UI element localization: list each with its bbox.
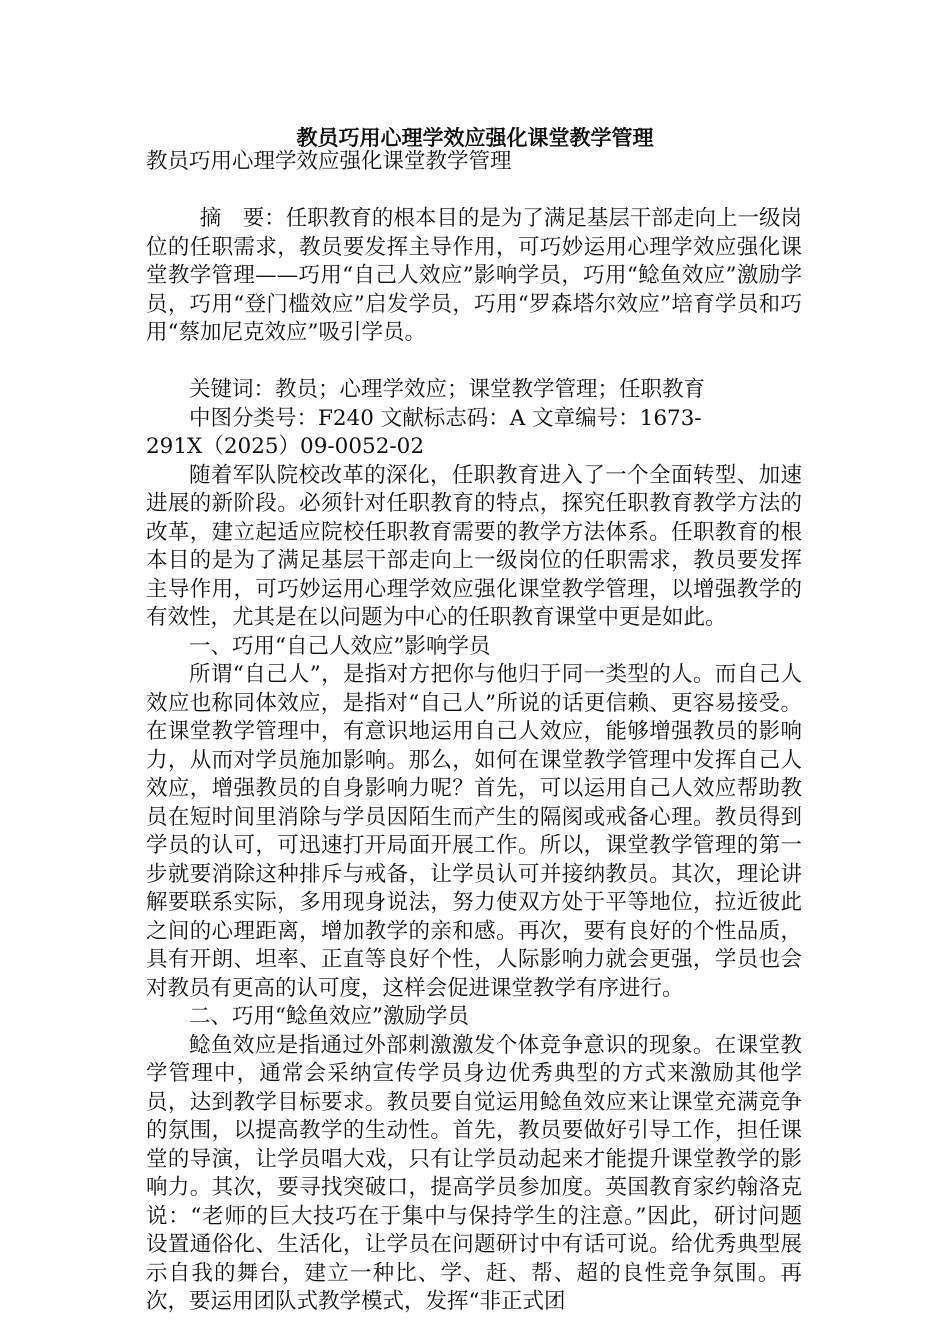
document-title: 教员巧用心理学效应强化课堂教学管理 [296,125,654,150]
section-heading-1: 一、巧用“自己人效应”影响学员 [189,633,491,659]
document-subtitle: 教员巧用心理学效应强化课堂教学管理 [146,149,512,174]
classification-line: 中图分类号：F240 文献标志码：A 文章编号：1673- [189,405,702,431]
abstract-paragraph: 摘 要：任职教育的根本目的是为了满足基层干部走向上一级岗位的任职需求，教员要发挥主导作用，可巧妙运用心理学效应强化课堂教学管理——巧用“自己人效应”影响学员，巧用“鲶鱼效应”激励学员，巧用“登门槛效应”启发学员，巧用“罗森塔尔效应”培育学员和巧用“蔡加尼克效应”吸引学员。 [146,206,803,345]
blank-line [146,177,802,206]
keywords-line: 关键词：教员；心理学效应；课堂教学管理；任职教育 [189,377,706,402]
intro-paragraph: 随着军队院校改革的深化，任职教育进入了一个全面转型、加速进展的新阶段。必须针对任职教育的特点，探究任职教育教学方法的改革，建立起适应院校任职教育需要的教学方法体系。任职教育的根本目的是为了满足基层干部走向上一级岗位的任职需求，教员要发挥主导作用，可巧妙运用心理学效应强化课堂教学管理，以增强教学的有效性，尤其是在以问题为中心的任职教育课堂中更是如此。 [146,462,802,630]
section-paragraph-2: 鲶鱼效应是指通过外部刺激激发个体竞争意识的现象。在课堂教学管理中，通常会采纳宣传学员身边优秀典型的方式来激励其他学员，达到教学目标要求。教员要自觉运用鲶鱼效应来让课堂充满竞争的氛围，以提高教学的生动性。首先，教员要做好引导工作，担任课堂的导演，让学员唱大戏，只有让学员动起来才能提升课堂教学的影响力。其次，要寻找突破口，提高学员参加度。英国教育家约翰洛克说：“老师的巨大技巧在于集中与保持学生的注意。”因此，研讨问题设置通俗化、生活化，让学员在问题研讨中有话可说。给优秀典型展示自我的舞台，建立一种比、学、赶、帮、超的良性竞争氛围。再次，要运用团队式教学模式，发挥“非正式团 [146,1032,802,1314]
section-heading-2: 二、巧用“鲶鱼效应”激励学员 [189,1004,469,1029]
section-paragraph-1: 所谓“自己人”，是指对方把你与他归于同一类型的人。而自己人效应也称同体效应，是指对“自己人”所说的话更信赖、更容易接受。在课堂教学管理中，有意识地运用自己人效应，能够增强教员的影响力，从而对学员施加影响。那么，如何在课堂教学管理中发挥自己人效应，增强教员的自身影响力呢？首先，可以运用自己人效应帮助教员在短时间里消除与学员因陌生而产生的隔阂或戒备心理。教员得到学员的认可，可迅速打开局面开展工作。所以，课堂教学管理的第一步就要消除这种排斥与戒备，让学员认可并接纳教员。其次，理论讲解要联系实际，多用现身说法，努力使双方处于平等地位，拉近彼此之间的心理距离，增加教学的亲和感。再次，要有良好的个性品质，具有开朗、坦率、正直等良好个性，人际影响力就会更强，学员也会对教员有更高的认可度，这样会促进课堂教学有序进行。 [146,662,802,1001]
document-body [146,148,802,1317]
blank-line [146,348,802,377]
article-number-line: 291X（2025）09-0052-02 [146,434,425,459]
